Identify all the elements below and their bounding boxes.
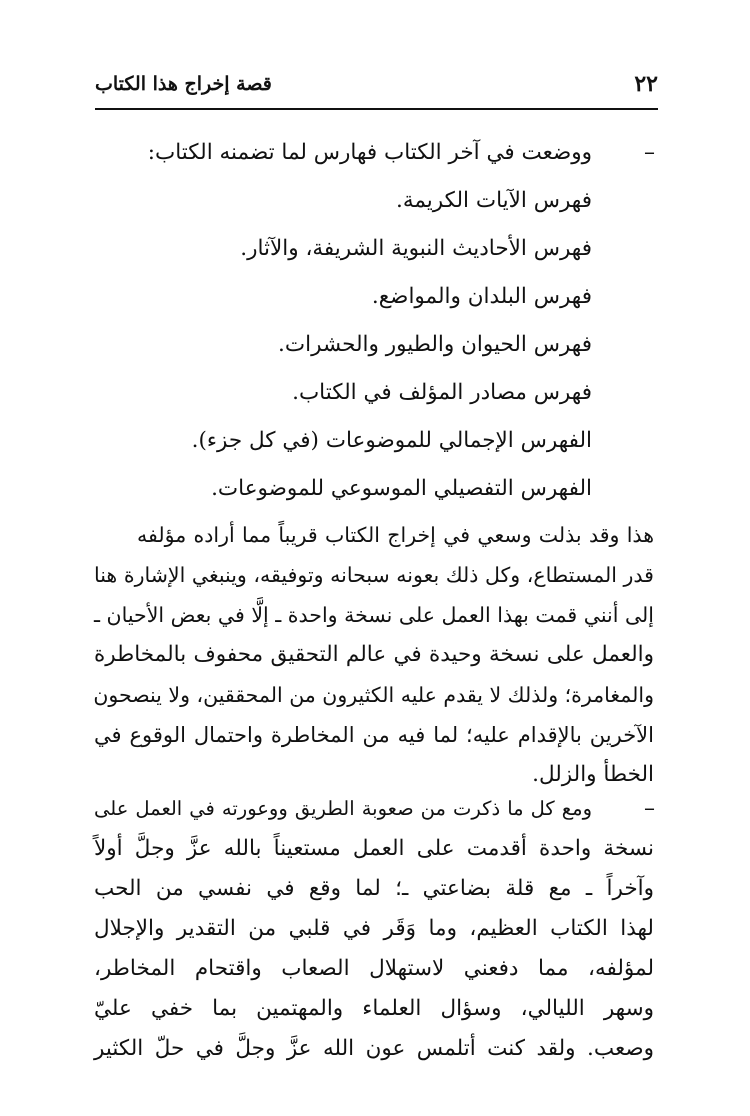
paragraph-line: والمغامرة؛ ولذلك لا يقدم عليه الكثيرون من المحققين، ولا ينصحون (93, 683, 654, 707)
page-number: ٢٢ (634, 71, 658, 97)
paragraph-line: قدر المستطاع، وكل ذلك بعونه سبحانه وتوفيقه، وينبغي الإشارة هنا (94, 563, 654, 587)
paragraph-line: إلى أنني قمت بهذا العمل على نسخة واحدة ـ إلَّا في بعض الأحيان ـ (94, 603, 654, 627)
paragraph-line: لمؤلفه، مما دفعني لاستهلال الصعاب واقتحام المخاطر، (94, 956, 654, 981)
paragraph-line: لهذا الكتاب العظيم، وما وَقَر في قلبي من التقدير والإجلال (94, 916, 654, 941)
paragraph-line: نسخة واحدة أقدمت على العمل مستعيناً بالله عزَّ وجلَّ أولاً (94, 836, 654, 861)
index-item: فهرس البلدان والمواضع. (371, 284, 592, 309)
paragraph-line: الخطأ والزلل. (532, 762, 654, 787)
paragraph-line: والعمل على نسخة وحيدة في عالم التحقيق محفوف بالمخاطرة (94, 642, 654, 667)
intro-line: ووضعت في آخر الكتاب فهارس لما تضمنه الكتاب: (147, 140, 592, 165)
index-item: الفهرس الإجمالي للموضوعات (في كل جزء). (191, 428, 592, 453)
paragraph-line: وآخراً ـ مع قلة بضاعتي ـ؛ لما وقع في نفسي من الحب (94, 876, 654, 901)
list-dash: – (644, 796, 655, 821)
index-item: فهرس الحيوان والطيور والحشرات. (278, 332, 592, 357)
paragraph-line: وسهر الليالي، وسؤال العلماء والمهتمين بما خفي عليّ (94, 996, 654, 1021)
paragraph-line: هذا وقد بذلت وسعي في إخراج الكتاب قريباً مما أراده مؤلفه (137, 523, 654, 547)
index-item: الفهرس التفصيلي الموسوعي للموضوعات. (211, 476, 592, 501)
index-item: فهرس الآيات الكريمة. (395, 188, 592, 213)
paragraph-line: الآخرين بالإقدام عليه؛ لما فيه من المخاطرة واحتمال الوقوع في (94, 723, 654, 747)
index-item: فهرس الأحاديث النبوية الشريفة، والآثار. (240, 236, 592, 261)
running-header (95, 60, 658, 110)
paragraph-line: ومع كل ما ذكرت من صعوبة الطريق ووعورته في العمل على (94, 797, 592, 820)
running-title: قصة إخراج هذا الكتاب (95, 73, 272, 95)
list-dash: – (644, 140, 655, 165)
paragraph-line: وصعب. ولقد كنت أتلمس عون الله عزَّ وجلَّ في حلّ الكثير (94, 1036, 654, 1061)
index-item: فهرس مصادر المؤلف في الكتاب. (292, 380, 592, 405)
